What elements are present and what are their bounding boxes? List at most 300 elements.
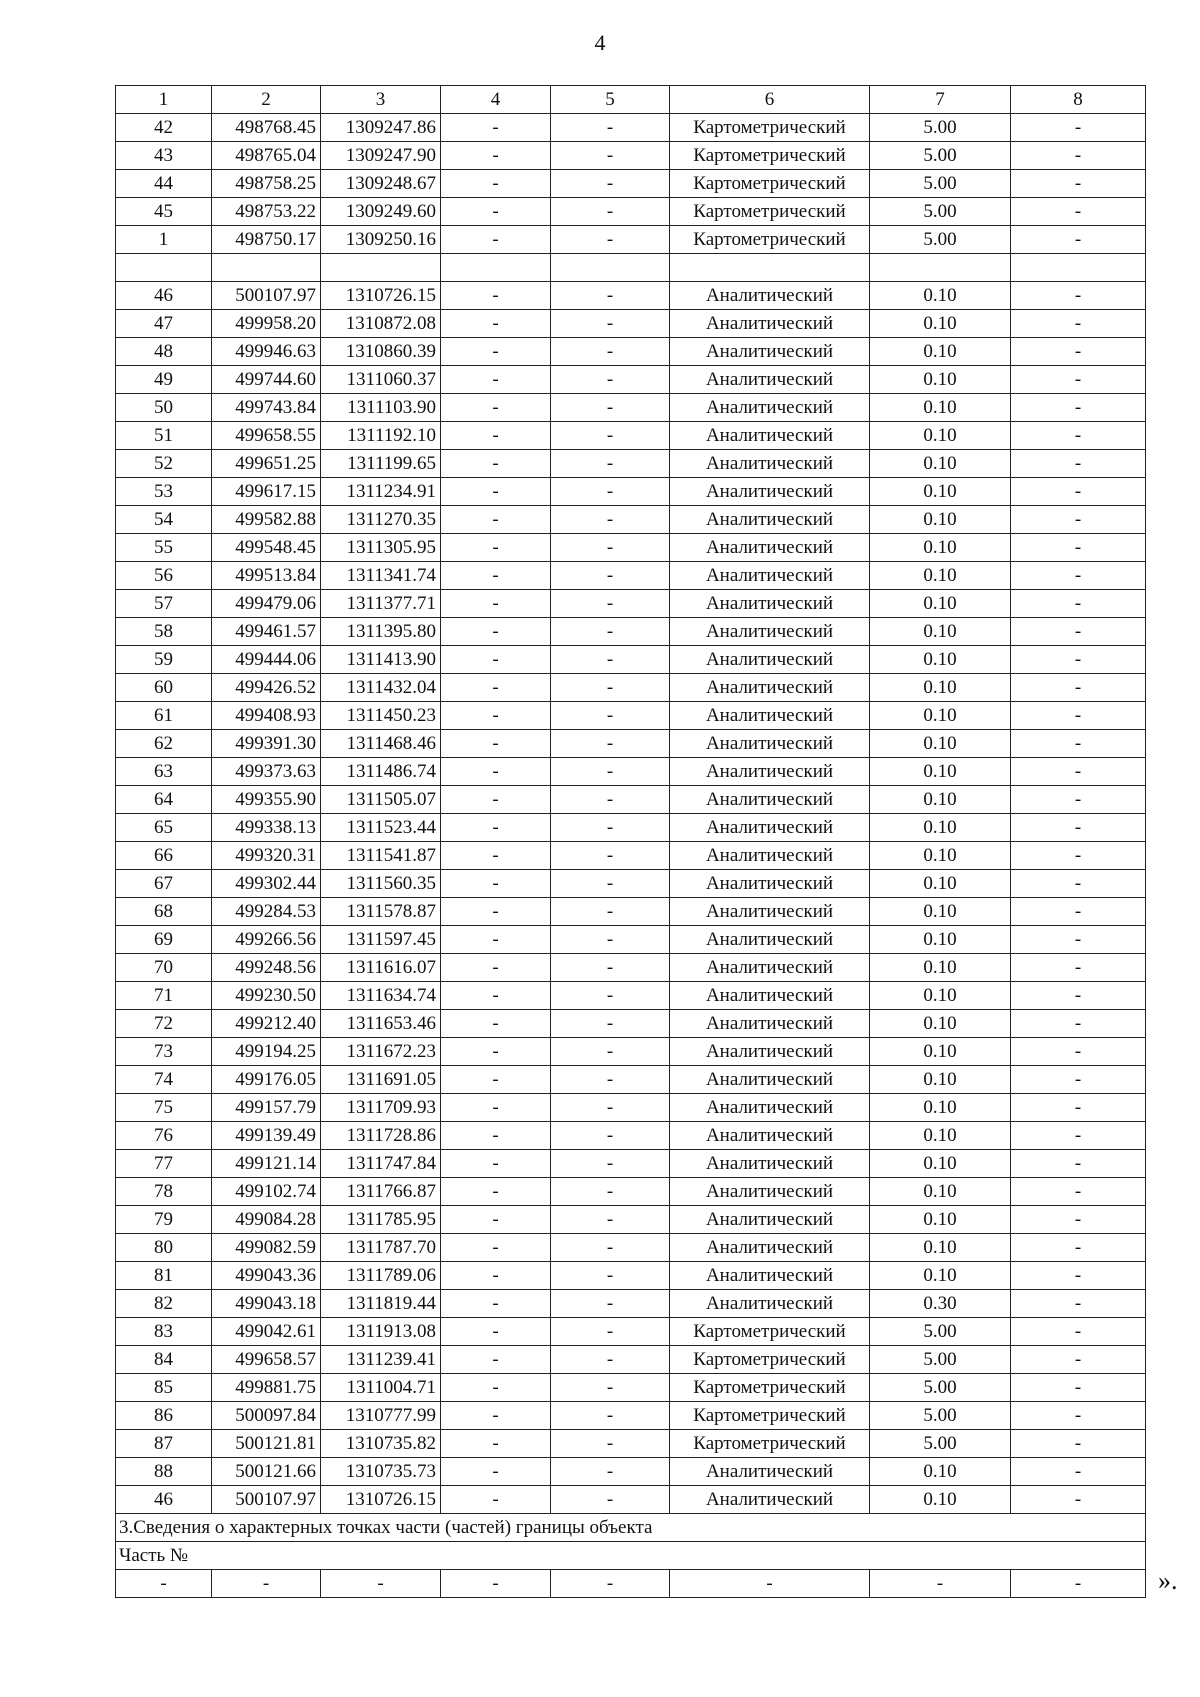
cell-coord-x: 499082.59 [212, 1234, 321, 1262]
cell-point-number: 64 [116, 786, 212, 814]
cell-col-4: - [441, 590, 551, 618]
cell-col-5: - [551, 590, 670, 618]
cell-coord-x: 499230.50 [212, 982, 321, 1010]
cell-col-8: - [1011, 450, 1146, 478]
cell-coord-y [321, 254, 441, 282]
cell-coord-y: 1311486.74 [321, 758, 441, 786]
cell-coord-y: 1310872.08 [321, 310, 441, 338]
cell-method: Аналитический [670, 506, 870, 534]
cell-coord-x: 499302.44 [212, 870, 321, 898]
cell-col-5: - [551, 1206, 670, 1234]
cell-point-number: 79 [116, 1206, 212, 1234]
table-row [116, 1458, 1146, 1486]
table-row [116, 814, 1146, 842]
cell-col-5: - [551, 730, 670, 758]
cell-col-8: - [1011, 1038, 1146, 1066]
cell-accuracy: 0.10 [870, 338, 1011, 366]
cell-method: Аналитический [670, 1290, 870, 1318]
cell-col-4: - [441, 954, 551, 982]
table-row [116, 1178, 1146, 1206]
cell-accuracy: 0.10 [870, 450, 1011, 478]
cell-point-number: 75 [116, 1094, 212, 1122]
column-header-8: 8 [1011, 86, 1146, 114]
cell-col-4: - [441, 562, 551, 590]
cell-coord-x: 499338.13 [212, 814, 321, 842]
table-row [116, 898, 1146, 926]
cell-col-8: - [1011, 506, 1146, 534]
cell-col-8: - [1011, 338, 1146, 366]
table-row [116, 310, 1146, 338]
cell-col-4: - [441, 898, 551, 926]
cell-coord-y: 1310735.82 [321, 1430, 441, 1458]
cell-coord-y: 1311913.08 [321, 1318, 441, 1346]
cell-point-number: 45 [116, 198, 212, 226]
cell-coord-x: 499212.40 [212, 1010, 321, 1038]
cell-col-8: - [1011, 730, 1146, 758]
cell-col-5: - [551, 422, 670, 450]
cell-coord-x: 499408.93 [212, 702, 321, 730]
cell-coord-x: 499479.06 [212, 590, 321, 618]
cell-col-4: - [441, 758, 551, 786]
cell-coord-y: 1311653.46 [321, 1010, 441, 1038]
cell-point-number: 65 [116, 814, 212, 842]
table-row [116, 1346, 1146, 1374]
cell-col-5: - [551, 198, 670, 226]
cell-method: Аналитический [670, 1066, 870, 1094]
cell-col-4: - [441, 786, 551, 814]
cell-point-number: 88 [116, 1458, 212, 1486]
cell-point-number: 78 [116, 1178, 212, 1206]
cell-accuracy: 5.00 [870, 1374, 1011, 1402]
column-header-1: 1 [116, 86, 212, 114]
cell-method: Картометрический [670, 1346, 870, 1374]
cell-coord-y: 1311239.41 [321, 1346, 441, 1374]
cell-point-number: 49 [116, 366, 212, 394]
cell-col-8: - [1011, 198, 1146, 226]
cell-col-8: - [1011, 1066, 1146, 1094]
cell-coord-y: 1309250.16 [321, 226, 441, 254]
cell-col-8: - [1011, 674, 1146, 702]
cell-coord-x: 498768.45 [212, 114, 321, 142]
cell-coord-y: 1311341.74 [321, 562, 441, 590]
cell-coord-x: 499617.15 [212, 478, 321, 506]
cell-coord-y: 1311060.37 [321, 366, 441, 394]
cell-accuracy: 0.10 [870, 1010, 1011, 1038]
table-row [116, 1206, 1146, 1234]
cell-coord-x: 499744.60 [212, 366, 321, 394]
cell-col-8: - [1011, 478, 1146, 506]
table-row [116, 114, 1146, 142]
cell-point-number: 83 [116, 1318, 212, 1346]
cell-point-number: 86 [116, 1402, 212, 1430]
table-row [116, 394, 1146, 422]
cell-col-8: - [1011, 534, 1146, 562]
cell-col-4: - [441, 842, 551, 870]
cell-point-number: 55 [116, 534, 212, 562]
table-row [116, 1094, 1146, 1122]
cell-col-8: - [1011, 170, 1146, 198]
cell-method: Аналитический [670, 702, 870, 730]
cell-col-5: - [551, 1150, 670, 1178]
cell-coord-y: 1311413.90 [321, 646, 441, 674]
cell-method: Аналитический [670, 1178, 870, 1206]
cell-coord-y: 1311560.35 [321, 870, 441, 898]
cell-coord-y: 1311709.93 [321, 1094, 441, 1122]
cell-coord-y: 1311395.80 [321, 618, 441, 646]
cell-coord-x: 499548.45 [212, 534, 321, 562]
table-row [116, 842, 1146, 870]
cell-col-8: - [1011, 842, 1146, 870]
cell-col-4: - [441, 814, 551, 842]
cell-coord-x: 499102.74 [212, 1178, 321, 1206]
cell-col-8: - [1011, 394, 1146, 422]
cell-col-4: - [441, 982, 551, 1010]
cell-col-8: - [1011, 1150, 1146, 1178]
cell-method: Картометрический [670, 1402, 870, 1430]
dash-row [116, 1570, 1146, 1598]
cell-coord-y: 1311468.46 [321, 730, 441, 758]
cell-col-4: - [441, 478, 551, 506]
cell-point-number: 63 [116, 758, 212, 786]
cell-coord-x: 499582.88 [212, 506, 321, 534]
cell-col-4: - [441, 1486, 551, 1514]
cell-col-5: - [551, 1122, 670, 1150]
table-row [116, 170, 1146, 198]
cell-col-5: - [551, 1234, 670, 1262]
cell-col-4: - [441, 394, 551, 422]
cell-accuracy: 5.00 [870, 170, 1011, 198]
cell-method: Аналитический [670, 1122, 870, 1150]
table-row [116, 1066, 1146, 1094]
table-row [116, 506, 1146, 534]
cell-col-5: - [551, 1010, 670, 1038]
cell-coord-y: 1311199.65 [321, 450, 441, 478]
cell-coord-x: 499513.84 [212, 562, 321, 590]
cell-coord-y: 1311787.70 [321, 1234, 441, 1262]
cell-accuracy: 0.10 [870, 562, 1011, 590]
cell-col-8: - [1011, 898, 1146, 926]
cell-coord-y: 1311004.71 [321, 1374, 441, 1402]
cell-accuracy: 0.10 [870, 842, 1011, 870]
cell-coord-y: 1309247.86 [321, 114, 441, 142]
cell-col-8: - [1011, 142, 1146, 170]
column-header-3: 3 [321, 86, 441, 114]
cell-coord-x: 500107.97 [212, 282, 321, 310]
cell-col-5: - [551, 338, 670, 366]
cell-accuracy: 5.00 [870, 114, 1011, 142]
cell-col-5: - [551, 1430, 670, 1458]
cell-coord-x: 499266.56 [212, 926, 321, 954]
cell-coord-x: 499958.20 [212, 310, 321, 338]
cell-col-5: - [551, 814, 670, 842]
table-row [116, 926, 1146, 954]
cell-point-number: 61 [116, 702, 212, 730]
cell-point-number: 80 [116, 1234, 212, 1262]
cell-col-5: - [551, 366, 670, 394]
cell-point-number: 42 [116, 114, 212, 142]
cell-point-number: 66 [116, 842, 212, 870]
cell-accuracy: 0.10 [870, 534, 1011, 562]
cell-col-8: - [1011, 1402, 1146, 1430]
cell-method: Картометрический [670, 142, 870, 170]
cell-accuracy: 0.30 [870, 1290, 1011, 1318]
cell-method: Аналитический [670, 786, 870, 814]
table-row [116, 478, 1146, 506]
cell-method: Аналитический [670, 478, 870, 506]
column-header-6: 6 [670, 86, 870, 114]
table-row [116, 562, 1146, 590]
table-row [116, 590, 1146, 618]
column-header-7: 7 [870, 86, 1011, 114]
cell-point-number: 50 [116, 394, 212, 422]
cell-method: Аналитический [670, 842, 870, 870]
cell-accuracy: 5.00 [870, 1402, 1011, 1430]
cell-col-4: - [441, 282, 551, 310]
table-row [116, 142, 1146, 170]
cell-method: Картометрический [670, 226, 870, 254]
part-number-label: Часть № [116, 1542, 1146, 1570]
cell-method: Аналитический [670, 1234, 870, 1262]
cell-coord-x: 498765.04 [212, 142, 321, 170]
cell-col-4: - [441, 1010, 551, 1038]
cell-col-8: - [1011, 310, 1146, 338]
cell-point-number: 82 [116, 1290, 212, 1318]
column-header-2: 2 [212, 86, 321, 114]
cell-coord-x: 499043.36 [212, 1262, 321, 1290]
cell-method: Аналитический [670, 1150, 870, 1178]
cell-method [670, 254, 870, 282]
cell-col-5: - [551, 1458, 670, 1486]
cell-col-5: - [551, 1318, 670, 1346]
cell-col-4: - [441, 702, 551, 730]
cell-coord-y: 1310735.73 [321, 1458, 441, 1486]
cell-coord-y: 1311672.23 [321, 1038, 441, 1066]
cell-col-4: - [441, 646, 551, 674]
cell-coord-x: 500107.97 [212, 1486, 321, 1514]
dash-cell: - [670, 1570, 870, 1598]
cell-point-number [116, 254, 212, 282]
cell-coord-y: 1310777.99 [321, 1402, 441, 1430]
cell-coord-y: 1311634.74 [321, 982, 441, 1010]
cell-point-number: 84 [116, 1346, 212, 1374]
cell-col-8: - [1011, 1262, 1146, 1290]
cell-point-number: 57 [116, 590, 212, 618]
table-row [116, 1262, 1146, 1290]
cell-col-5: - [551, 842, 670, 870]
cell-col-5: - [551, 394, 670, 422]
cell-method: Аналитический [670, 562, 870, 590]
cell-point-number: 76 [116, 1122, 212, 1150]
cell-point-number: 72 [116, 1010, 212, 1038]
cell-coord-y: 1311728.86 [321, 1122, 441, 1150]
cell-method: Аналитический [670, 758, 870, 786]
cell-col-4: - [441, 338, 551, 366]
cell-col-8: - [1011, 422, 1146, 450]
cell-col-8: - [1011, 1318, 1146, 1346]
cell-coord-x: 499157.79 [212, 1094, 321, 1122]
cell-col-4: - [441, 534, 551, 562]
cell-accuracy: 0.10 [870, 982, 1011, 1010]
cell-accuracy: 5.00 [870, 1346, 1011, 1374]
cell-method: Аналитический [670, 450, 870, 478]
cell-point-number: 51 [116, 422, 212, 450]
cell-coord-x: 499373.63 [212, 758, 321, 786]
cell-col-8: - [1011, 1346, 1146, 1374]
cell-accuracy: 0.10 [870, 590, 1011, 618]
table-row [116, 1234, 1146, 1262]
cell-col-4: - [441, 1374, 551, 1402]
cell-col-4: - [441, 1038, 551, 1066]
cell-coord-y: 1310726.15 [321, 282, 441, 310]
table-header [116, 86, 1146, 114]
table-row [116, 282, 1146, 310]
cell-col-5: - [551, 562, 670, 590]
table-row [116, 226, 1146, 254]
cell-col-4: - [441, 226, 551, 254]
closing-quote-mark: ». [1158, 1566, 1178, 1595]
cell-col-5: - [551, 226, 670, 254]
dash-cell: - [116, 1570, 212, 1598]
cell-point-number: 68 [116, 898, 212, 926]
column-header-4: 4 [441, 86, 551, 114]
cell-accuracy: 0.10 [870, 674, 1011, 702]
cell-accuracy: 0.10 [870, 1206, 1011, 1234]
cell-col-4: - [441, 1458, 551, 1486]
table-row [116, 702, 1146, 730]
cell-accuracy: 0.10 [870, 1178, 1011, 1206]
cell-method: Аналитический [670, 338, 870, 366]
cell-point-number: 70 [116, 954, 212, 982]
cell-coord-x: 499176.05 [212, 1066, 321, 1094]
cell-point-number: 48 [116, 338, 212, 366]
cell-coord-x: 499355.90 [212, 786, 321, 814]
cell-col-8: - [1011, 1010, 1146, 1038]
cell-coord-x: 499444.06 [212, 646, 321, 674]
cell-coord-y: 1311192.10 [321, 422, 441, 450]
cell-col-4: - [441, 1318, 551, 1346]
cell-col-8 [1011, 254, 1146, 282]
cell-col-4: - [441, 450, 551, 478]
cell-method: Аналитический [670, 1262, 870, 1290]
cell-col-8: - [1011, 618, 1146, 646]
table-row [116, 646, 1146, 674]
cell-method: Аналитический [670, 1486, 870, 1514]
cell-col-8: - [1011, 1122, 1146, 1150]
cell-col-5: - [551, 1262, 670, 1290]
cell-col-4: - [441, 1262, 551, 1290]
cell-method: Аналитический [670, 926, 870, 954]
cell-method: Аналитический [670, 618, 870, 646]
cell-coord-x: 499121.14 [212, 1150, 321, 1178]
cell-method: Аналитический [670, 954, 870, 982]
cell-accuracy: 0.10 [870, 478, 1011, 506]
cell-col-4: - [441, 674, 551, 702]
cell-accuracy: 0.10 [870, 310, 1011, 338]
cell-accuracy: 0.10 [870, 954, 1011, 982]
cell-method: Аналитический [670, 366, 870, 394]
table-row [116, 1038, 1146, 1066]
cell-col-5: - [551, 506, 670, 534]
cell-col-5: - [551, 1374, 670, 1402]
column-header-5: 5 [551, 86, 670, 114]
cell-accuracy: 5.00 [870, 226, 1011, 254]
cell-method: Аналитический [670, 310, 870, 338]
cell-point-number: 71 [116, 982, 212, 1010]
cell-coord-y: 1311616.07 [321, 954, 441, 982]
cell-coord-x: 499658.55 [212, 422, 321, 450]
dash-cell: - [1011, 1570, 1146, 1598]
cell-accuracy: 5.00 [870, 198, 1011, 226]
cell-coord-y: 1311789.06 [321, 1262, 441, 1290]
cell-col-5: - [551, 142, 670, 170]
part-row [116, 1542, 1146, 1570]
cell-coord-x: 500121.81 [212, 1430, 321, 1458]
cell-col-4: - [441, 1290, 551, 1318]
cell-coord-y: 1311578.87 [321, 898, 441, 926]
cell-col-8: - [1011, 114, 1146, 142]
cell-method: Аналитический [670, 282, 870, 310]
cell-method: Аналитический [670, 982, 870, 1010]
cell-coord-y: 1310860.39 [321, 338, 441, 366]
cell-col-5: - [551, 1402, 670, 1430]
cell-col-5: - [551, 674, 670, 702]
cell-col-4: - [441, 366, 551, 394]
cell-col-4: - [441, 1066, 551, 1094]
cell-coord-x: 499946.63 [212, 338, 321, 366]
cell-coord-x [212, 254, 321, 282]
cell-col-5: - [551, 1486, 670, 1514]
cell-method: Аналитический [670, 870, 870, 898]
cell-col-8: - [1011, 786, 1146, 814]
cell-point-number: 85 [116, 1374, 212, 1402]
cell-accuracy: 0.10 [870, 506, 1011, 534]
table-row [116, 338, 1146, 366]
cell-point-number: 47 [116, 310, 212, 338]
cell-col-8: - [1011, 1430, 1146, 1458]
cell-accuracy: 0.10 [870, 394, 1011, 422]
table-row [116, 982, 1146, 1010]
cell-point-number: 46 [116, 1486, 212, 1514]
cell-col-8: - [1011, 1234, 1146, 1262]
table-row [116, 1486, 1146, 1514]
cell-col-4: - [441, 1150, 551, 1178]
cell-accuracy: 0.10 [870, 1122, 1011, 1150]
cell-coord-y: 1309248.67 [321, 170, 441, 198]
table-row [116, 1374, 1146, 1402]
cell-coord-y: 1311766.87 [321, 1178, 441, 1206]
cell-coord-x: 499658.57 [212, 1346, 321, 1374]
cell-col-8: - [1011, 646, 1146, 674]
cell-point-number: 69 [116, 926, 212, 954]
section-3-row [116, 1514, 1146, 1542]
cell-accuracy: 0.10 [870, 1234, 1011, 1262]
table-row [116, 422, 1146, 450]
cell-col-8: - [1011, 1094, 1146, 1122]
cell-coord-x: 500121.66 [212, 1458, 321, 1486]
table-row [116, 450, 1146, 478]
cell-point-number: 81 [116, 1262, 212, 1290]
cell-col-4: - [441, 142, 551, 170]
cell-point-number: 58 [116, 618, 212, 646]
cell-point-number: 59 [116, 646, 212, 674]
cell-col-4: - [441, 618, 551, 646]
cell-col-8: - [1011, 814, 1146, 842]
cell-col-5: - [551, 758, 670, 786]
cell-method: Аналитический [670, 1038, 870, 1066]
cell-coord-x: 498758.25 [212, 170, 321, 198]
cell-col-5: - [551, 1178, 670, 1206]
cell-point-number: 44 [116, 170, 212, 198]
